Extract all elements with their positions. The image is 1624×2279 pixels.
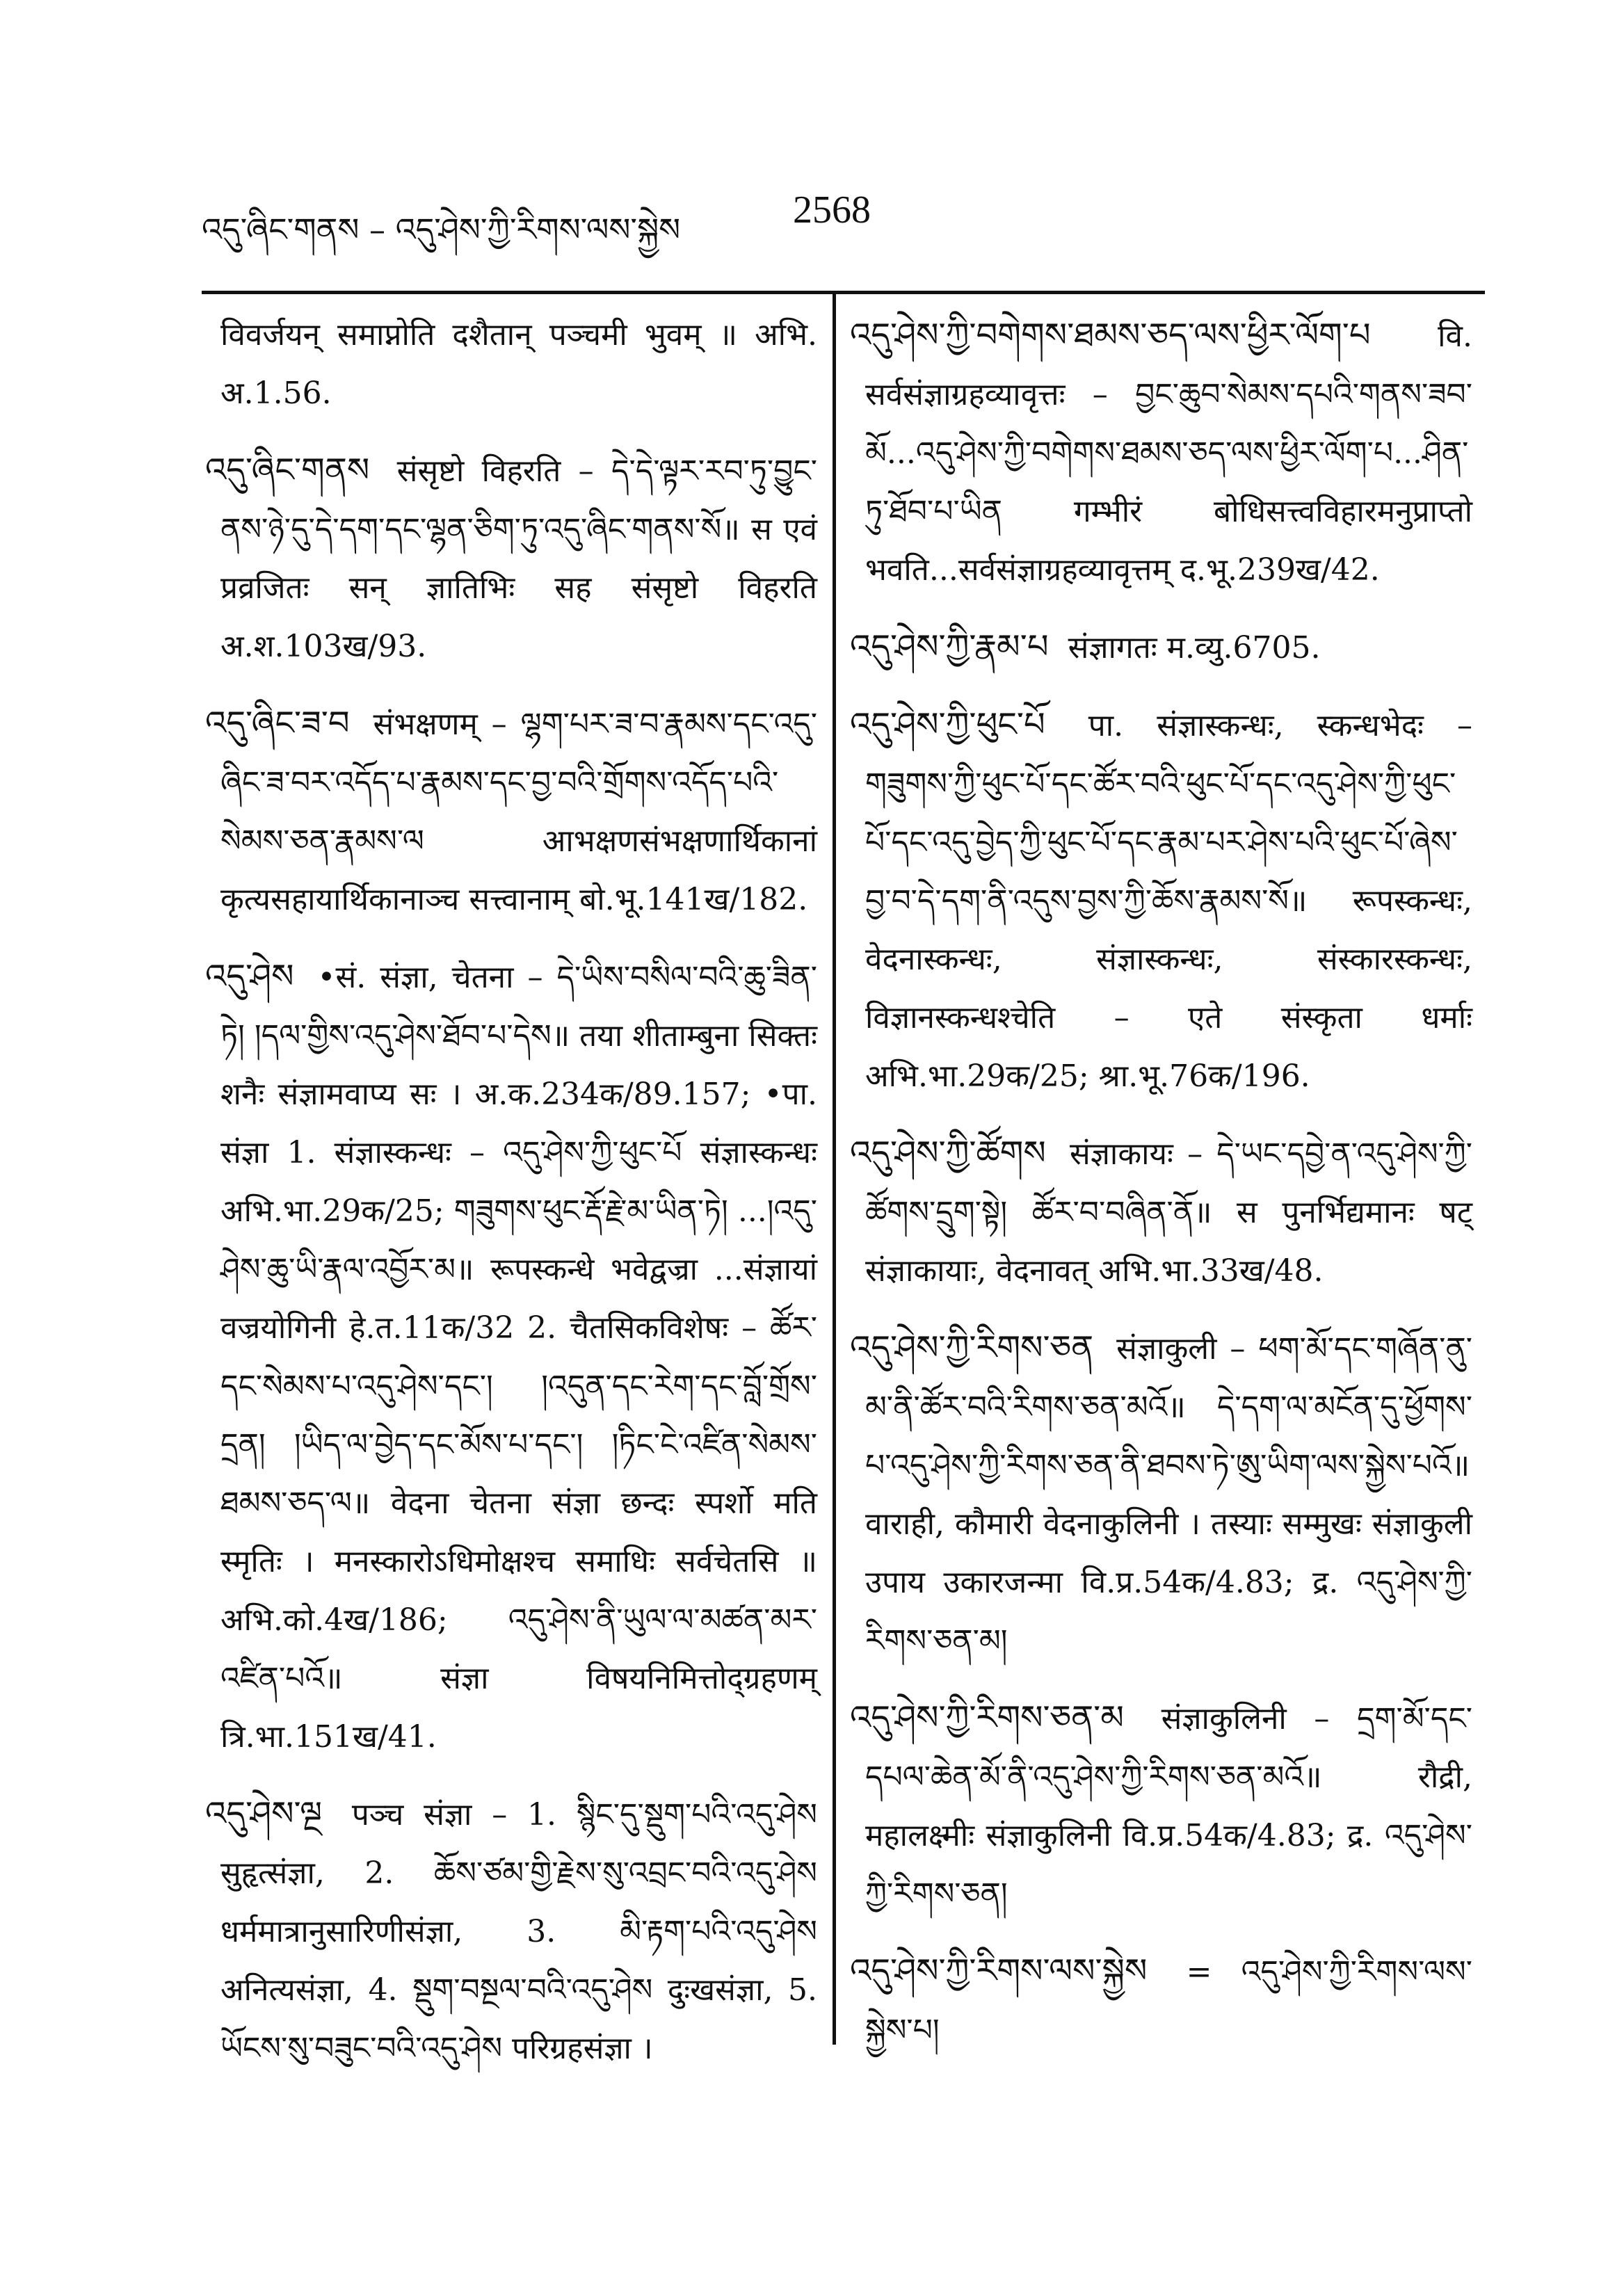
entry-headword: འདུ་ཤེས་ཀྱི་རིགས་ཅན: [850, 1328, 1094, 1367]
entry-headword: འདུ་ཤེས་ལྔ: [205, 1794, 323, 1833]
dictionary-entry: [205, 441, 817, 676]
entry-body: वि. सर्वसंज्ञाग्रहव्यावृत्तः – བྱང་ཆུབ་སེམས་དཔའི་གནས་ཟབ་མོ...འདུ་ཤེས་ཀྱི་བགེགས་ཐམས་ཅད་ལས་ཕྱིར་ལོག་པ...ཤིན་ཏུ་ཐོབ་པ་ཡིན गम्भीरं बोधिसत्त्वविहारमनुप्राप्तो भवति...सर्वसंज्ञाग्रहव्यावृत्तम् द.भू.239ख/42.: [865, 319, 1472, 588]
entry-body: संभक्षणम् – ལྷག་པར་ཟ་བ་རྣམས་དང་འདུ་ཞིང་ཟ་བར་འདོད་པ་རྣམས་དང་བྱ་བའི་གྲོགས་འདོད་པའི་སེམས་ཅན་རྣམས་ལ आभक्षणसंभक्षणार्थिकानां कृत्यसहायार्थिकानाञ्च सत्त्वानाम् बो.भू.141ख/182.: [220, 707, 817, 917]
entry-body: •सं. संज्ञा, चेतना – དེ་ཡིས་བསིལ་བའི་ཆུ་ཟིན་ཏེ། །དལ་གྱིས་འདུ་ཤེས་ཐོབ་པ་དེས॥ तया शीताम्बुना सिक्तः शनैः संज्ञामवाप्य सः । अ.क.234क/89.157; •पा. संज्ञा 1. संज्ञास्कन्धः – འདུ་ཤེས་ཀྱི་ཕུང་པོ संज्ञास्कन्धः अभि.भा.29क/25; གཟུགས་ཕུང་རྡོ་རྗེ་མ་ཡིན་ཏེ། ...།འདུ་ཤེས་ཆུ་ཡི་རྣལ་འབྱོར་མ॥ रूपस्कन्धे भवेद्वज्रा ...संज्ञायां वज्रयोगिनी हे.त.11क/32 2. चैतसिकविशेषः – ཚོར་དང་སེམས་པ་འདུ་ཤེས་དང་། །འདུན་དང་རེག་དང་བློ་གྲོས་དྲན། །ཡིད་ལ་བྱེད་དང་མོས་པ་དང་། །ཏིང་ངེ་འཛིན་སེམས་ཐམས་ཅད་ལ॥ वेदना चेतना संज्ञा छन्दः स्पर्शो मति स्मृतिः । मनस्कारोऽधिमोक्षश्च समाधिः सर्वचेतसि ॥ अभि.को.4ख/186; འདུ་ཤེས་ནི་ཡུལ་ལ་མཚན་མར་འཛིན་པའོ॥ संज्ञा विषयनिमित्तोद्ग्रहणम् त्रि.भा.151ख/41.: [220, 960, 817, 1755]
entry-headword: འདུ་ཤེས་ཀྱི་རིགས་ལས་སྐྱེས: [850, 1951, 1148, 1990]
entry-body: संज्ञाकायः – དེ་ཡང་དབྱེ་ན་འདུ་ཤེས་ཀྱི་ཚོགས་དྲུག་སྟེ། ཚོར་བ་བཞིན་ནོ॥ स पुनर्भिद्यमानः षट् संज्ञाकायाः, वेदनावत् अभि.भा.33ख/48.: [865, 1136, 1472, 1289]
dictionary-entry: [850, 1319, 1472, 1670]
left-column: [205, 306, 817, 2096]
dictionary-entry: [205, 694, 817, 929]
dictionary-entry: [850, 1124, 1472, 1300]
entry-body: पा. संज्ञास्कन्धः, स्कन्धभेदः – གཟུགས་ཀྱི་ཕུང་པོ་དང་ཚོར་བའི་ཕུང་པོ་དང་འདུ་ཤེས་ཀྱི་ཕུང་པོ་དང་འདུ་བྱེད་ཀྱི་ཕུང་པོ་དང་རྣམ་པར་ཤེས་པའི་ཕུང་པོ་ཞེས་བྱ་བ་དེ་དག་ནི་འདུས་བྱས་ཀྱི་ཆོས་རྣམས་སོ॥ रूपस्कन्धः, वेदनास्कन्धः, संज्ञास्कन्धः, संस्कारस्कन्धः, विज्ञानस्कन्धश्चेति – एते संस्कृता धर्माः अभि.भा.29क/25; श्रा.भू.76क/196.: [865, 708, 1472, 1094]
dictionary-entry: [850, 618, 1472, 677]
running-head: འདུ་ཞིང་གནས – འདུ་ཤེས་ཀྱི་རིགས་ལས་སྐྱེས: [202, 211, 681, 248]
entry-headword: འདུ་ཤེས་ཀྱི་ཕུང་པོ: [850, 705, 1045, 744]
dictionary-entry: [850, 306, 1472, 599]
entry-headword: འདུ་ཞིང་གནས: [205, 451, 370, 490]
right-column: [850, 306, 1472, 2078]
dictionary-entry: [205, 306, 817, 423]
header-rule: [202, 291, 1485, 294]
entry-body: = འདུ་ཤེས་ཀྱི་རིགས་ལས་སྐྱེས་པ།: [865, 1954, 1472, 2048]
column-divider: [833, 292, 836, 2045]
entry-body: संज्ञाकुलिनी – དྲག་མོ་དང་དཔལ་ཆེན་མོ་ནི་འདུ་ཤེས་ཀྱི་རིགས་ཅན་མའོ॥ रौद्री, महालक्ष्मीः संज्ञाकुलिनी वि.प्र.54क/4.83; द्र. འདུ་ཤེས་ཀྱི་རིགས་ཅན།: [865, 1701, 1472, 1912]
entry-body: विवर्जयन् समाप्नोति दशैतान् पञ्चमी भुवम् ॥ अभि. अ.1.56.: [220, 317, 817, 411]
dictionary-entry: [850, 1689, 1472, 1924]
page-header: [202, 188, 1495, 250]
entry-headword: འདུ་ཤེས་ཀྱི་རིགས་ཅན་མ: [850, 1698, 1124, 1737]
dictionary-entry: [205, 1785, 817, 2078]
entry-headword: འདུ་ཤེས་ཀྱི་ཚོགས: [850, 1134, 1046, 1173]
entry-headword: འདུ་ཞིང་ཟ་བ: [205, 704, 350, 743]
entry-headword: འདུ་ཤེས་ཀྱི་རྣམ་པ: [850, 627, 1049, 666]
entry-body: पञ्च संज्ञा – 1. སྙིང་དུ་སྡུག་པའི་འདུ་ཤེས सुहृत्संज्ञा, 2. ཆོས་ཙམ་གྱི་རྗེས་སུ་འབྲང་བའི་འདུ་ཤེས धर्ममात्रानुसारिणीसंज्ञा, 3. མི་རྟག་པའི་འདུ་ཤེས अनित्यसंज्ञा, 4. སྡུག་བསྔལ་བའི་འདུ་ཤེས दुःखसंज्ञा, 5. ཡོངས་སུ་བཟུང་བའི་འདུ་ཤེས परिग्रहसंज्ञा ।: [220, 1797, 817, 2066]
entry-headword: འདུ་ཤེས་ཀྱི་བགེགས་ཐམས་ཅད་ལས་ཕྱིར་ལོག་པ: [850, 316, 1371, 355]
entry-headword: འདུ་ཤེས: [205, 957, 294, 996]
dictionary-entry: [850, 1942, 1472, 2060]
dictionary-entry: [205, 947, 817, 1766]
entry-body: संसृष्टो विहरति – དེ་དེ་ལྟར་རབ་ཏུ་བྱུང་ནས་ཉེ་དུ་དེ་དག་དང་ལྷན་ཅིག་ཏུ་འདུ་ཞིང་གནས་སོ॥ स एवं प्रव्रजितः सन् ज्ञातिभिः सह संसृष्टो विहरति अ.श.103ख/93.: [220, 453, 817, 664]
page-number: 2568: [793, 188, 871, 232]
dictionary-entry: [850, 695, 1472, 1106]
entry-body: संज्ञागतः म.व्यु.6705.: [1068, 630, 1321, 666]
entry-body: संज्ञाकुली – ཕག་མོ་དང་གཞོན་ནུ་མ་ནི་ཚོར་བའི་རིགས་ཅན་མའོ॥ དེ་དག་ལ་མངོན་དུ་ཕྱོགས་པ་འདུ་ཤེས་ཀྱི་རིགས་ཅན་ནི་ཐབས་ཏེ་ཨུ་ཡིག་ལས་སྐྱེས་པའོ॥ वाराही, कौमारी वेदनाकुलिनी । तस्याः सम्मुखः संज्ञाकुली उपाय उकारजन्मा वि.प्र.54क/4.83; द्र. འདུ་ཤེས་ཀྱི་རིགས་ཅན་མ།: [865, 1331, 1472, 1659]
